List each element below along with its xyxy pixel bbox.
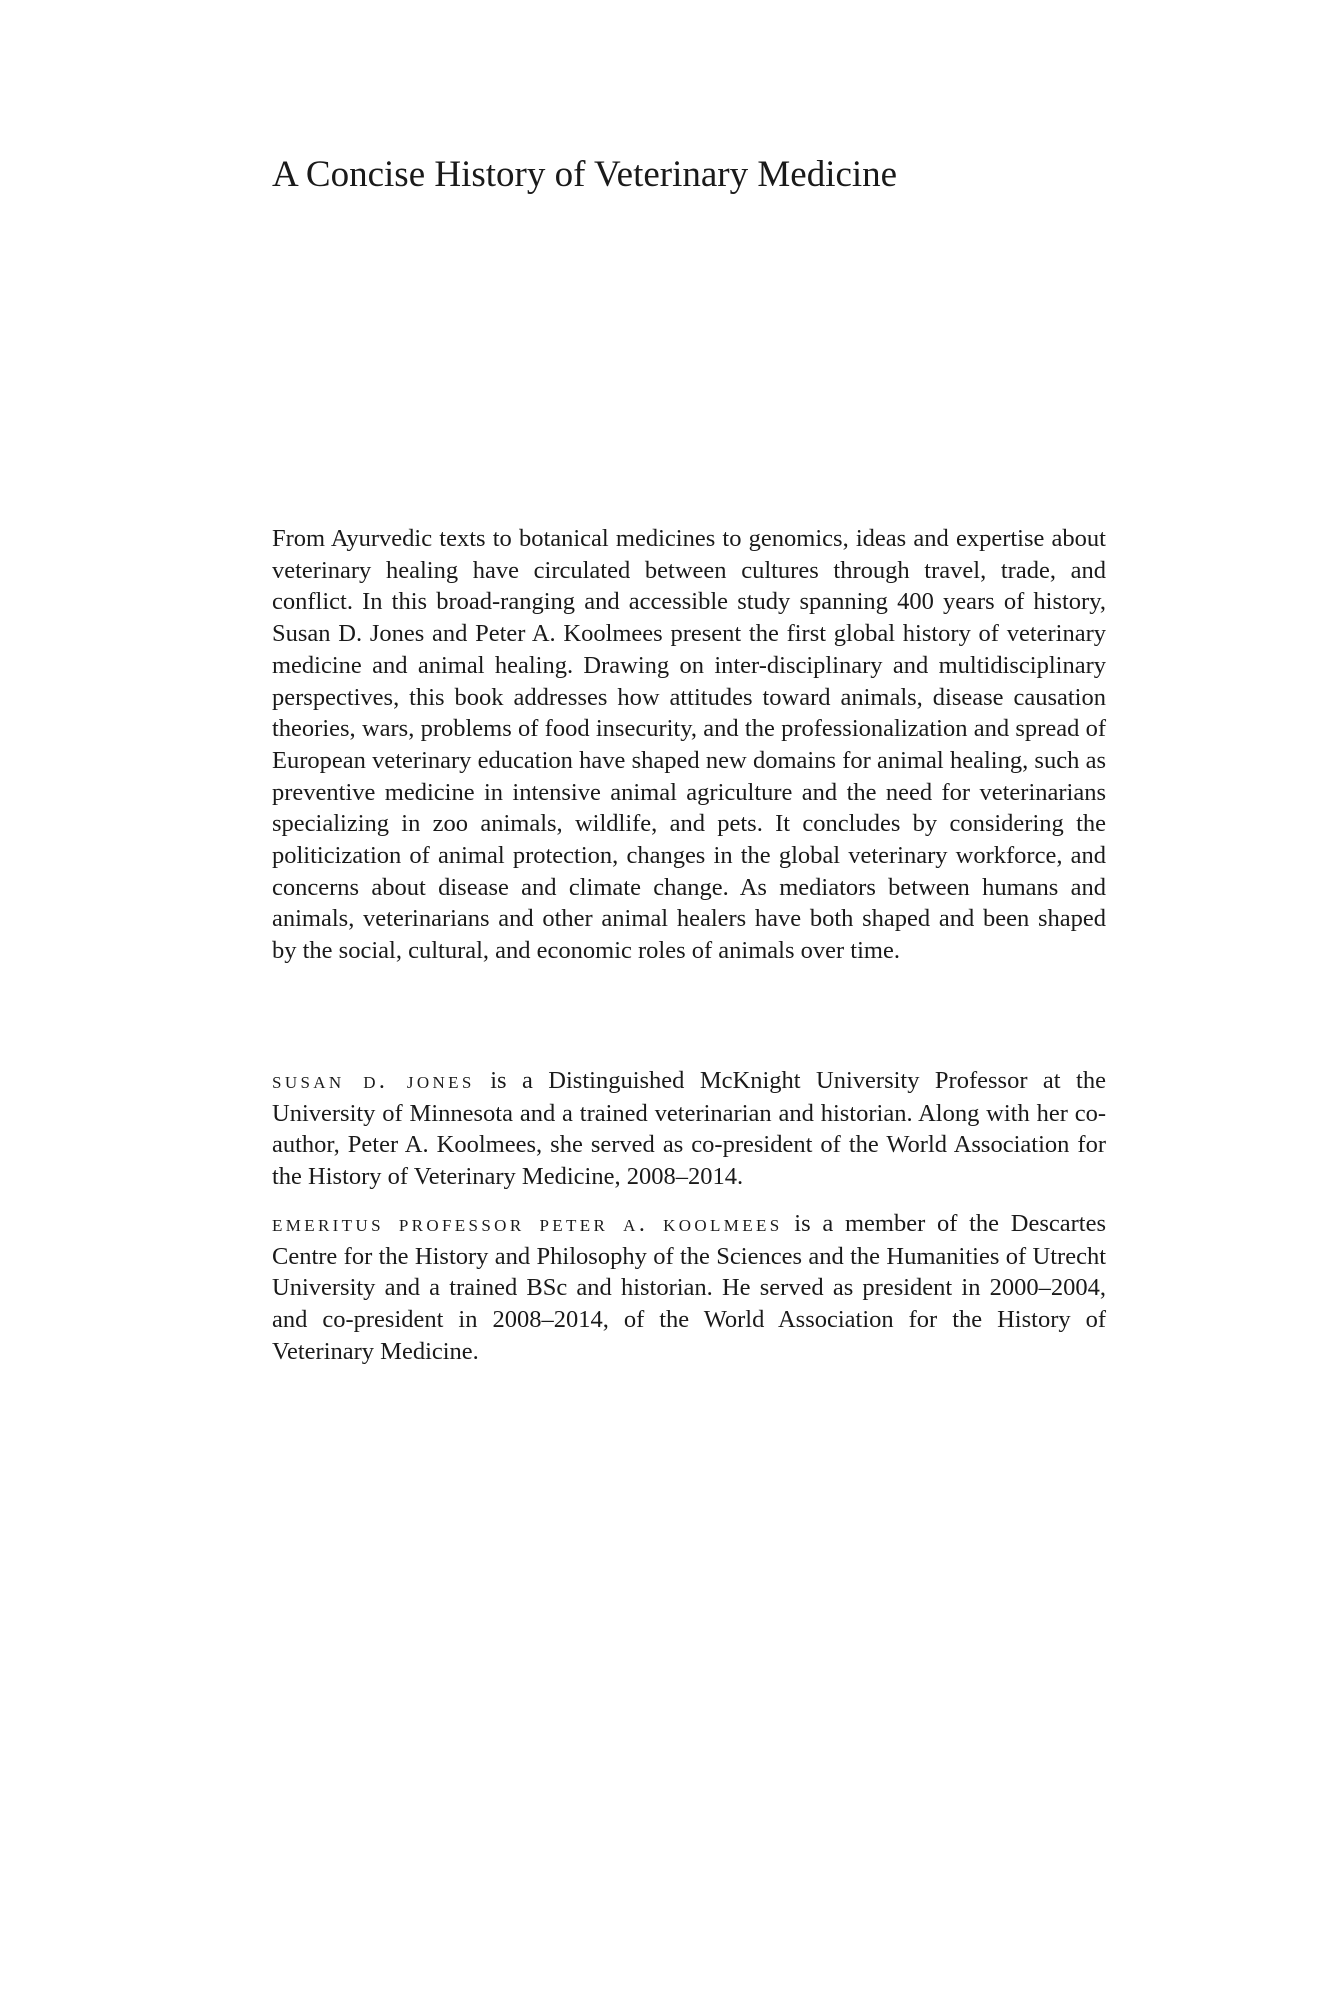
author-bio-text: is a Distinguished McKnight University Professor at the University of Minnesota and a trained veterinarian and historian. Along with her co-author, Peter A. Koolmees, she served as co-president of the World Association for the History of Veterinary Medicine, 2008–2014. xyxy=(272,1067,1106,1191)
author-bio-jones xyxy=(272,1065,1106,1193)
book-description: From Ayurvedic texts to botanical medicines to genomics, ideas and expertise about veterinary healing have circulated between cultures through travel, trade, and conflict. In this broad-ranging and accessible study spanning 400 years of history, Susan D. Jones and Peter A. Koolmees present the first global history of veterinary medicine and animal healing. Drawing on inter-disciplinary and multidisciplinary perspectives, this book addresses how attitudes toward animals, disease causation theories, wars, problems of food insecurity, and the professionalization and spread of European veterinary education have shaped new domains for animal healing, such as preventive medicine in intensive animal agriculture and the need for veterinarians specializing in zoo animals, wildlife, and pets. It concludes by considering the politicization of animal protection, changes in the global veterinary workforce, and concerns about disease and climate change. As mediators between humans and animals, veterinarians and other animal healers have both shaped and been shaped by the social, cultural, and economic roles of animals over time. xyxy=(272,525,1106,965)
author-bio-koolmees xyxy=(272,1208,1106,1368)
author-bio-text: is a member of the Descartes Centre for the History and Philosophy of the Sciences and the Humanities of Utrecht University and a trained BSc and historian. He served as president in 2000–2004, and co-president in 2008–2014, of the World Association for the History of Veterinary Medicine. xyxy=(272,1210,1106,1365)
author-name: emeritus professor peter a. koolmees xyxy=(272,1211,783,1237)
author-name: susan d. jones xyxy=(272,1068,475,1094)
book-title: A Concise History of Veterinary Medicine xyxy=(272,154,898,195)
